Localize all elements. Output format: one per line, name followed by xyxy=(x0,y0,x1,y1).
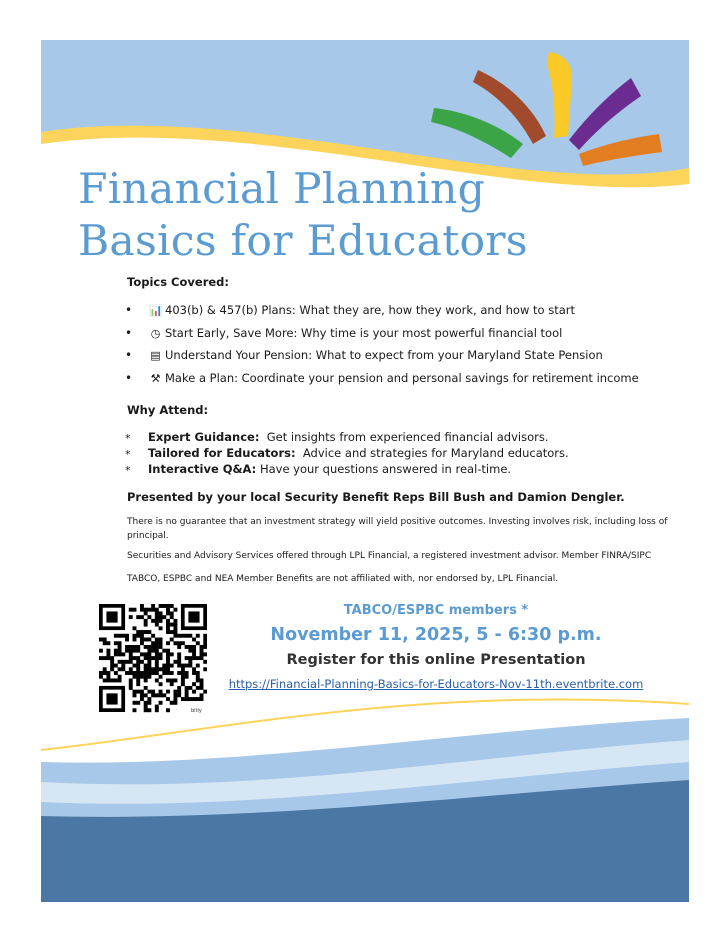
list-item xyxy=(125,347,685,370)
risk-disclaimer: There is no guarantee that an investment strategy will yield positive outcomes. Investing involves risk, including loss of principal. xyxy=(127,517,668,541)
topic-text: Start Early, Save More: Why time is your most powerful financial tool xyxy=(165,325,563,340)
event-register-text: Register for this online Presentation xyxy=(286,652,586,668)
list-item xyxy=(125,302,685,325)
why-label: Interactive Q&A: xyxy=(148,462,257,476)
asterisk-icon: * xyxy=(125,432,131,445)
why-text: Have your questions answered in real-time. xyxy=(259,462,512,476)
event-registration-link[interactable]: https://Financial-Planning-Basics-for-Educators-Nov-11th.eventbrite.com xyxy=(228,677,644,691)
clock-icon: ◷ xyxy=(150,326,161,340)
bar-chart-icon: 📊 xyxy=(149,304,163,317)
list-item xyxy=(125,325,685,348)
why-label: Tailored for Educators: xyxy=(148,446,296,460)
asterisk-icon: * xyxy=(125,448,131,461)
list-item xyxy=(125,370,685,393)
topic-text: Make a Plan: Coordinate your pension and personal savings for retirement income xyxy=(165,370,639,385)
list-item xyxy=(125,430,685,446)
why-label: Expert Guidance: xyxy=(148,430,260,444)
title-line-2: Basics for Educators xyxy=(78,217,528,266)
footer-artwork xyxy=(41,690,689,902)
why-text: Advice and strategies for Maryland educators. xyxy=(302,446,569,460)
wrench-icon: ⚒ xyxy=(150,371,161,385)
bullet-icon: • xyxy=(125,325,133,340)
list-item xyxy=(125,446,685,462)
topics-heading: Topics Covered: xyxy=(127,275,229,289)
affiliation-disclaimer: TABCO, ESPBC and NEA Member Benefits are not affiliated with, nor endorsed by, LPL Financial. xyxy=(127,574,559,584)
bullet-icon: • xyxy=(125,370,133,385)
qr-label: bitly xyxy=(191,708,202,714)
why-list xyxy=(125,430,685,478)
title-line-1: Financial Planning xyxy=(78,165,486,214)
event-date: November 11, 2025, 5 - 6:30 p.m. xyxy=(270,625,602,645)
flyer-page xyxy=(41,40,689,902)
topics-list xyxy=(125,302,685,392)
event-audience: TABCO/ESPBC members * xyxy=(343,603,529,618)
securities-disclaimer: Securities and Advisory Services offered through LPL Financial, a registered investment advisor. Member FINRA/SIPC xyxy=(127,551,652,561)
bullet-icon: • xyxy=(125,348,133,362)
asterisk-icon: * xyxy=(125,464,131,477)
flyer-title xyxy=(78,164,528,268)
presenters-line: Presented by your local Security Benefit Reps Bill Bush and Damion Dengler. xyxy=(127,490,625,504)
why-text: Get insights from experienced financial advisors. xyxy=(266,430,549,444)
topic-text: 403(b) & 457(b) Plans: What they are, how they work, and how to start xyxy=(165,303,576,317)
bullet-icon: • xyxy=(125,303,133,317)
calculator-icon: ▤ xyxy=(150,349,161,362)
topic-text: Understand Your Pension: What to expect from your Maryland State Pension xyxy=(165,348,603,362)
why-heading: Why Attend: xyxy=(127,403,209,417)
list-item xyxy=(125,462,685,478)
